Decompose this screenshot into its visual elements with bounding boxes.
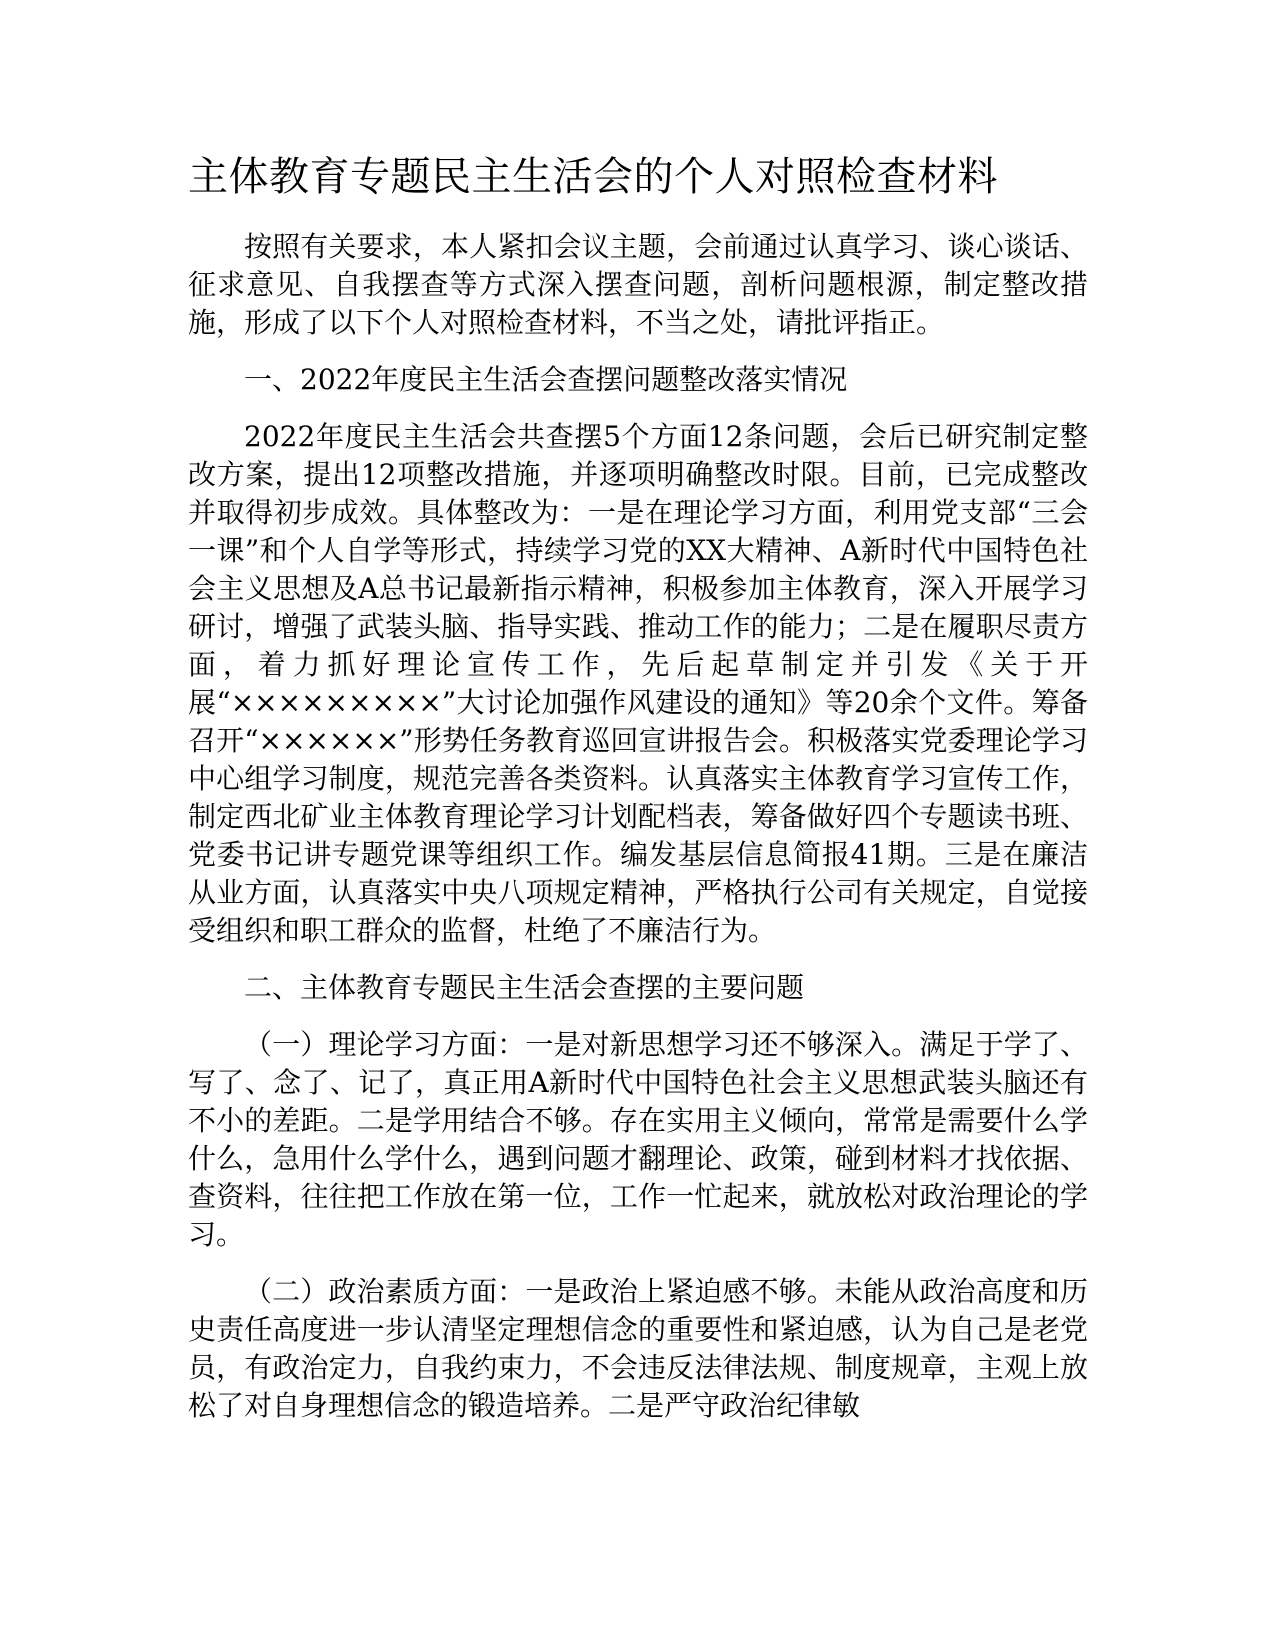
section-1-paragraph: 2022年度民主生活会共查摆5个方面12条问题，会后已研究制定整改方案，提出12项整改措施，并逐项明确整改时限。目前，已完成整改并取得初步成效。具体整改为：一是在理论学习方面，利用党支部“三会一课”和个人自学等形式，持续学习党的XX大精神、A新时代中国特色社会主义思想及A总书记最新指示精神，积极参加主体教育，深入开展学习研讨，增强了武装头脑、指导实践、推动工作的能力；二是在履职尽责方面，着力抓好理论宣传工作，先后起草制定并引发《关于开展“×××××××××”大讨论加强作风建设的通知》等20余个文件。筹备召开“××××××”形势任务教育巡回宣讲报告会。积极落实党委理论学习中心组学习制度，规范完善各类资料。认真落实主体教育学习宣传工作，制定西北矿业主体教育理论学习计划配档表，筹备做好四个专题读书班、党委书记讲专题党课等组织工作。编发基层信息简报41期。三是在廉洁从业方面，认真落实中央八项规定精神，严格执行公司有关规定，自觉接受组织和职工群众的监督，杜绝了不廉洁行为。	[188, 420, 1088, 947]
intro-paragraph: 按照有关要求，本人紧扣会议主题，会前通过认真学习、谈心谈话、征求意见、自我摆查等方式深入摆查问题，剖析问题根源，制定整改措施，形成了以下个人对照检查材料，不当之处，请批评指正。	[188, 230, 1088, 339]
section-1-heading: 一、2022年度民主生活会查摆问题整改落实情况	[244, 363, 848, 396]
section-2-heading: 二、主体教育专题民主生活会查摆的主要问题	[244, 971, 805, 1004]
document-body	[188, 148, 1088, 1444]
section-2-paragraph-2: （二）政治素质方面：一是政治上紧迫感不够。未能从政治高度和历史责任高度进一步认清坚定理想信念的重要性和紧迫感，认为自己是老党员，有政治定力，自我约束力，不会违反法律法规、制度规章，主观上放松了对自身理想信念的锻造培养。二是严守政治纪律敏	[188, 1275, 1088, 1422]
section-2-paragraph-1: （一）理论学习方面：一是对新思想学习还不够深入。满足于学了、写了、念了、记了，真正用A新时代中国特色社会主义思想武装头脑还有不小的差距。二是学用结合不够。存在实用主义倾向，常常是需要什么学什么，急用什么学什么，遇到问题才翻理论、政策，碰到材料才找依据、查资料，往往把工作放在第一位，工作一忙起来，就放松对政治理论的学习。	[188, 1028, 1088, 1251]
document-title: 主体教育专题民主生活会的个人对照检查材料	[188, 154, 998, 200]
